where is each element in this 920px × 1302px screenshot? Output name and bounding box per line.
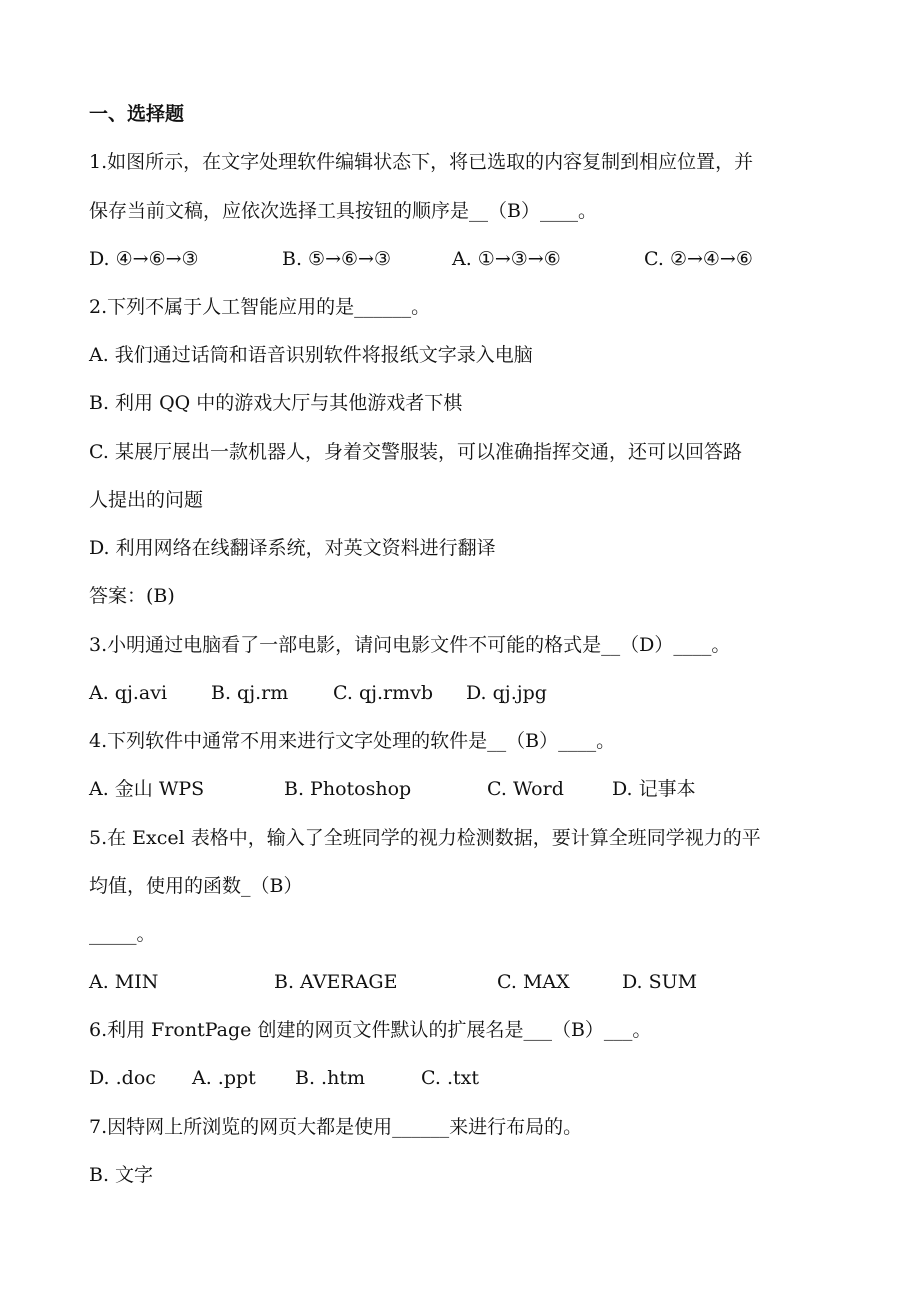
question-2-option-c-line-1: C. 某展厅展出一款机器人，身着交警服装，可以准确指挥交通，还可以回答路	[89, 441, 742, 463]
question-4-stem: 4.下列软件中通常不用来进行文字处理的软件是__（B）____。	[89, 730, 616, 752]
question-7-option-b: B. 文字	[89, 1164, 154, 1186]
question-5-option: A. MIN	[89, 971, 159, 993]
question-6-option: A. .ppt	[192, 1067, 256, 1089]
question-3-option: B. qj.rm	[211, 682, 289, 704]
question-4-option: B. Photoshop	[284, 778, 412, 800]
question-2-option-a: A. 我们通过话筒和语音识别软件将报纸文字录入电脑	[89, 344, 533, 366]
question-5-line-1: 5.在 Excel 表格中，输入了全班同学的视力检测数据，要计算全班同学视力的平	[89, 827, 761, 849]
question-2-option-d: D. 利用网络在线翻译系统，对英文资料进行翻译	[89, 537, 496, 559]
question-1-option: C. ②→④→⑥	[644, 248, 753, 270]
question-5-option: D. SUM	[622, 971, 698, 993]
question-7-stem: 7.因特网上所浏览的网页大都是使用______来进行布局的。	[89, 1116, 583, 1138]
question-4-option: A. 金山 WPS	[89, 778, 205, 800]
question-2-answer: 答案：(B)	[89, 585, 175, 607]
question-3-stem: 3.小明通过电脑看了一部电影，请问电影文件不可能的格式是__（D）____。	[89, 634, 731, 656]
section-title: 一、选择题	[89, 103, 185, 125]
question-6-option: D. .doc	[89, 1067, 156, 1089]
question-5-option: B. AVERAGE	[274, 971, 398, 993]
question-5-line-3: _____。	[89, 923, 156, 945]
question-2-stem: 2.下列不属于人工智能应用的是______。	[89, 296, 431, 318]
question-4-option: C. Word	[487, 778, 564, 800]
question-1-line-1: 1.如图所示，在文字处理软件编辑状态下，将已选取的内容复制到相应位置，并	[89, 151, 754, 173]
question-6-option: C. .txt	[421, 1067, 479, 1089]
question-3-option: A. qj.avi	[89, 682, 168, 704]
question-6-option: B. .htm	[295, 1067, 365, 1089]
question-3-option: C. qj.rmvb	[333, 682, 434, 704]
question-5-option: C. MAX	[497, 971, 570, 993]
question-1-line-2: 保存当前文稿，应依次选择工具按钮的顺序是__（B）____。	[89, 200, 597, 222]
question-1-option: D. ④→⑥→③	[89, 248, 199, 270]
question-4-option: D. 记事本	[612, 778, 696, 800]
question-3-option: D. qj.jpg	[466, 682, 547, 704]
question-1-option: B. ⑤→⑥→③	[282, 248, 391, 270]
question-6-stem: 6.利用 FrontPage 创建的网页文件默认的扩展名是___（B）___。	[89, 1019, 652, 1041]
question-5-line-2: 均值，使用的函数_（B）	[89, 875, 303, 897]
question-2-option-b: B. 利用 QQ 中的游戏大厅与其他游戏者下棋	[89, 392, 463, 414]
question-1-option: A. ①→③→⑥	[452, 248, 561, 270]
question-2-option-c-line-2: 人提出的问题	[89, 489, 204, 511]
